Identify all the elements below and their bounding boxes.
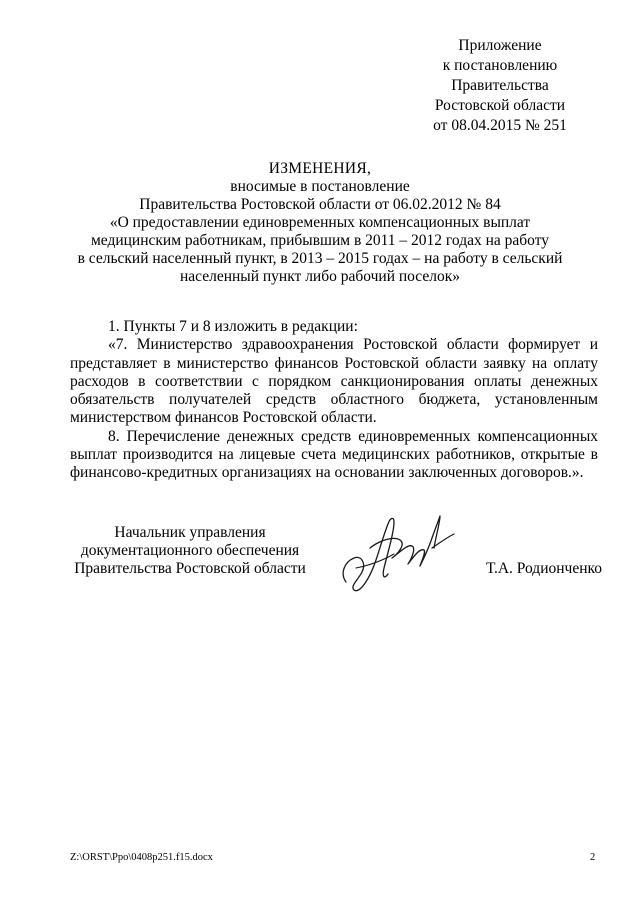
title-line: «О предоставлении единовременных компенсационных выплат — [109, 214, 531, 231]
body-paragraph: «7. Министерство здравоохранения Ростовской области формирует и представляет в министерство финансов Ростовской области заявку на оплату расходов в соответствии с порядком санкционирования оплаты денежных обязательств получателей средств областного бюджета, установленным министерством финансов Ростовской области. — [70, 336, 598, 427]
body-paragraph: 1. Пункты 7 и 8 изложить в редакции: — [108, 318, 358, 335]
footer-file-path: Z:\ORST\Ppo\0408p251.f15.docx — [70, 852, 213, 863]
handwritten-signature — [336, 508, 462, 598]
title-line: в сельский населенный пункт, в 2013 – 2015 годах – на работу в сельский — [77, 250, 563, 267]
appendix-line: к постановлению — [442, 57, 558, 74]
appendix-line: Ростовской области — [434, 97, 566, 114]
title-line: населенный пункт либо рабочий поселок» — [179, 268, 461, 285]
body-paragraph: 8. Перечисление денежных средств единовременных компенсационных выплат производится на лицевые счета медицинских работников, открытые в финансово-кредитных организациях на основании заключенных договоров.». — [70, 427, 598, 482]
title-line: вносимые в постановление — [230, 178, 410, 195]
appendix-header — [400, 36, 600, 136]
document-body — [70, 318, 598, 483]
appendix-line: от 08.04.2015 № 251 — [433, 117, 567, 134]
document-title — [0, 160, 640, 286]
position-line: Правительства Ростовской области — [74, 560, 306, 577]
signatory-position — [70, 524, 310, 578]
title-line: Правительства Ростовской области от 06.02.2012 № 84 — [139, 196, 501, 213]
appendix-line: Правительства — [451, 77, 549, 94]
title-line: медицинским работникам, прибывшим в 2011 – 2012 годах на работу — [90, 232, 550, 249]
title-heading: ИЗМЕНЕНИЯ, — [268, 160, 372, 177]
signatory-name: Т.А. Родионченко — [486, 560, 602, 577]
position-line: документационного обеспечения — [80, 542, 300, 559]
page-number: 2 — [590, 852, 596, 863]
position-line: Начальник управления — [114, 524, 266, 541]
appendix-line: Приложение — [458, 37, 542, 54]
